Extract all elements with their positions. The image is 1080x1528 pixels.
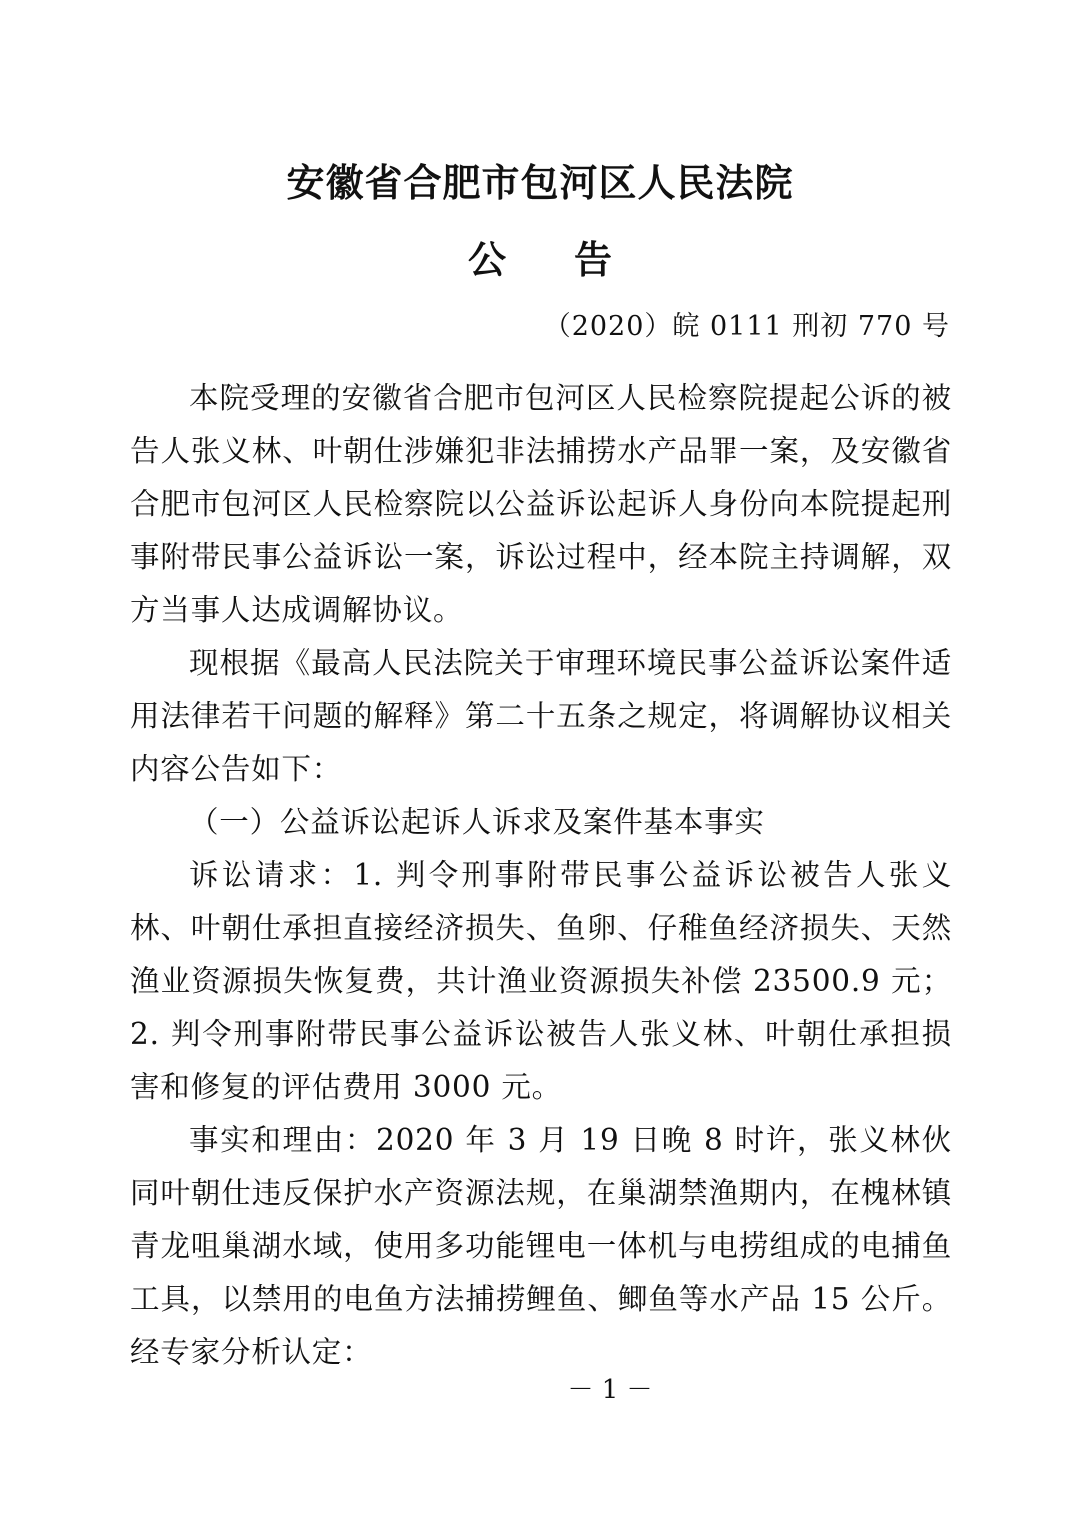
document-type-first-char: 公 — [467, 238, 506, 282]
paragraph-legal-basis: 现根据《最高人民法院关于审理环境民事公益诉讼案件适用法律若干问题的解释》第二十五条之规定，将调解协议相关内容公告如下： — [130, 646, 952, 786]
document-type-heading — [0, 232, 1080, 288]
announcement-body — [130, 372, 952, 1379]
paragraph-case-intro: 本院受理的安徽省合肥市包河区人民检察院提起公诉的被告人张义林、叶朝仕涉嫌犯非法捕捞水产品罪一案，及安徽省合肥市包河区人民检察院以公益诉讼起诉人身份向本院提起刑事附带民事公益诉讼一案，诉讼过程中，经本院主持调解，双方当事人达成调解协议。 — [130, 381, 952, 627]
paragraph-litigation-requests: 诉讼请求：1. 判令刑事附带民事公益诉讼被告人张义林、叶朝仕承担直接经济损失、鱼卵、仔稚鱼经济损失、天然渔业资源损失恢复费，共计渔业资源损失补偿 23500.9 元；2. 判令刑事附带民事公益诉讼被告人张义林、叶朝仕承担损害和修复的评估费用 3000 元。 — [130, 858, 952, 1104]
document-type-second-char: 告 — [574, 238, 613, 282]
paragraph-facts-and-reasons: 事实和理由：2020 年 3 月 19 日晚 8 时许，张义林伙同叶朝仕违反保护水产资源法规，在巢湖禁渔期内，在槐林镇青龙咀巢湖水域，使用多功能锂电一体机与电捞组成的电捕鱼工具，以禁用的电鱼方法捕捞鲤鱼、鲫鱼等水产品 15 公斤。经专家分析认定： — [130, 1123, 952, 1369]
section-heading-claims: （一）公益诉讼起诉人诉求及案件基本事实 — [189, 805, 765, 839]
case-number: （2020）皖 0111 刑初 770 号 — [543, 311, 950, 342]
court-title: 安徽省合肥市包河区人民法院 — [286, 161, 794, 205]
page-number: － 1 － — [567, 1375, 653, 1405]
